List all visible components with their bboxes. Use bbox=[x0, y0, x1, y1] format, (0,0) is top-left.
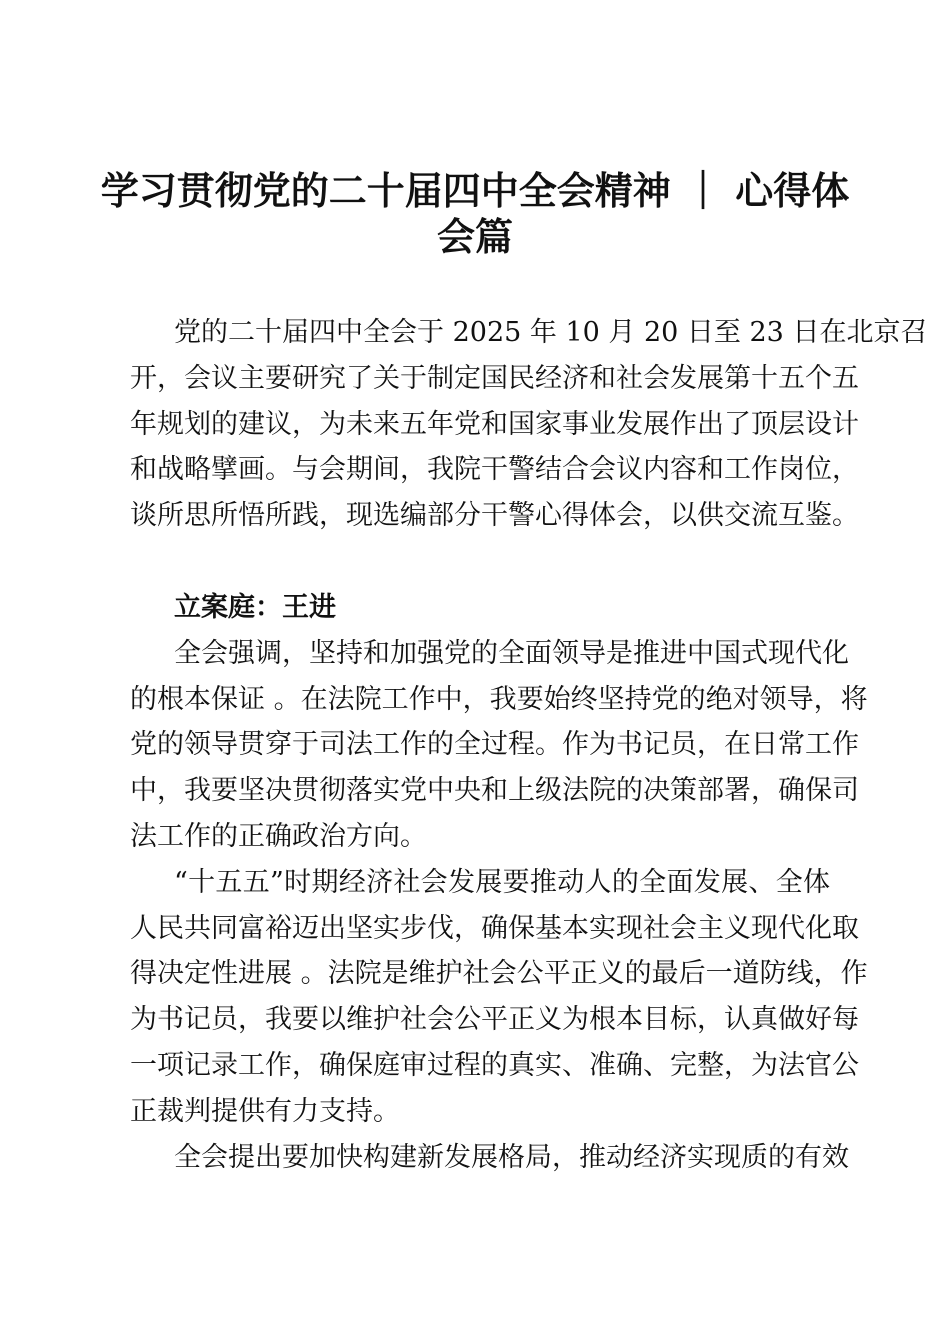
text-line: 党的二十届四中全会于 2025 年 10 月 20 日至 23 日在北京召 bbox=[174, 317, 928, 348]
text-line: 为书记员，我要以维护社会公平正义为根本目标，认真做好每 bbox=[130, 1004, 859, 1036]
text-line: 人民共同富裕迈出坚实步伐，确保基本实现社会主义现代化取 bbox=[130, 912, 859, 944]
paragraph-1 bbox=[130, 631, 868, 860]
text-line: “十五五”时期经济社会发展要推动人的全面发展、全体 bbox=[174, 866, 830, 898]
text-line: 开，会议主要研究了关于制定国民经济和社会发展第十五个五 bbox=[130, 362, 859, 394]
text-line: 党的领导贯穿于司法工作的全过程。作为书记员，在日常工作 bbox=[130, 729, 859, 761]
text-line: 得决定性进展 。法院是维护社会公平正义的最后一道防线，作 bbox=[130, 958, 868, 990]
text-line: 正裁判提供有力支持。 bbox=[130, 1095, 400, 1127]
text-line: 和战略擘画。与会期间，我院干警结合会议内容和工作岗位， bbox=[130, 454, 859, 486]
section-body bbox=[130, 585, 868, 1180]
paragraph-3 bbox=[130, 1135, 849, 1181]
text-line: 一项记录工作，确保庭审过程的真实、准确、完整，为法官公 bbox=[130, 1049, 859, 1081]
text-line: 中，我要坚决贯彻落实党中央和上级法院的决策部署，确保司 bbox=[130, 775, 859, 807]
text-line: 全会提出要加快构建新发展格局，推动经济实现质的有效 bbox=[174, 1141, 849, 1173]
text-line: 谈所思所悟所践，现选编部分干警心得体会，以供交流互鉴。 bbox=[130, 500, 859, 532]
intro-paragraph bbox=[130, 310, 928, 539]
document-title-line-1: 学习贯彻党的二十届四中全会精神 ｜ 心得体 bbox=[100, 168, 850, 213]
section-heading: 立案庭：王进 bbox=[174, 592, 336, 623]
document-title-line-2: 会篇 bbox=[436, 214, 513, 259]
paragraph-2 bbox=[130, 860, 868, 1135]
text-line: 法工作的正确政治方向。 bbox=[130, 820, 427, 852]
text-line: 全会强调，坚持和加强党的全面领导是推进中国式现代化 bbox=[174, 637, 849, 669]
text-line: 的根本保证 。在法院工作中，我要始终坚持党的绝对领导，将 bbox=[130, 683, 868, 715]
text-line: 年规划的建议，为未来五年党和国家事业发展作出了顶层设计 bbox=[130, 408, 859, 440]
